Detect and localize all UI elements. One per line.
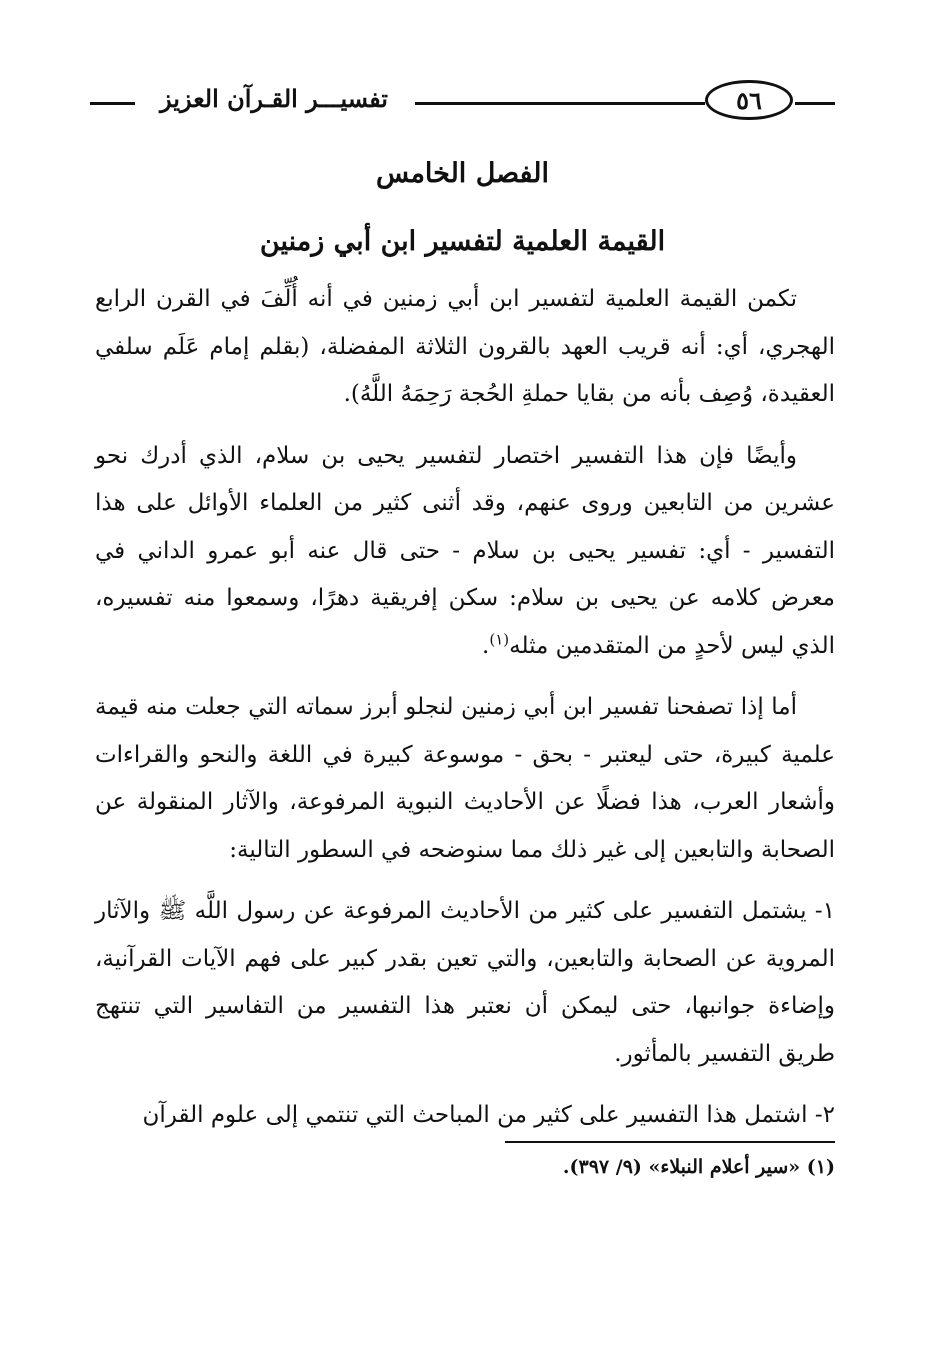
paragraph-3: أما إذا تصفحنا تفسير ابن أبي زمنين لنجلو أبرز سماته التي جعلت منه قيمة علمية كبيرة، حتى ليعتبر - بحق - موسوعة كبيرة في اللغة والنحو والقراءات وأشعار العرب، هذا فضلًا عن الأحاديث النبوية المرفوعة، والآثار المنقولة عن الصحابة والتابعين إلى غير ذلك مما سنوضحه في السطور التالية: (95, 694, 835, 863)
list-item-2: ٢- اشتمل هذا التفسير على كثير من المباحث التي تنتمي إلى علوم القرآن (142, 1102, 835, 1128)
footnote-separator (505, 1141, 835, 1143)
footnote: (١) «سير أعلام النبلاء» (٩/ ٣٩٧). (562, 1156, 835, 1178)
chapter-title: الفصل الخامس (376, 158, 549, 189)
footnote-reference[interactable]: (١) (489, 629, 510, 648)
paragraph-2-period: . (482, 632, 490, 659)
header-rule-middle (415, 102, 705, 105)
paragraph-2-text: وأيضًا فإن هذا التفسير اختصار لتفسير يحيى بن سلام، الذي أدرك نحو عشرين من التابعين وروى عنهم، وقد أثنى كثير من العلماء الأوائل على هذا التفسير - أي: تفسير يحيى بن سلام - حتى قال عنه أبو عمرو الداني في معرض كلامه عن يحيى بن سلام: سكن إفريقية دهرًا، وسمعوا منه تفسيره، الذي ليس لأحدٍ من المتقدمين مثله (95, 442, 835, 659)
running-title: تفسيـــر القـرآن العزيز (160, 84, 388, 113)
paragraph-2 (95, 433, 835, 671)
paragraph-1: تكمن القيمة العلمية لتفسير ابن أبي زمنين في أنه أُلِّفَ في القرن الرابع الهجري، أي: أنه قريب العهد بالقرون الثلاثة المفضلة، (بقلم إمام عَلَم سلفي العقيدة، وُصِف بأنه من بقايا حملةِ الحُجة رَحِمَهُ اللَّهُ). (95, 286, 835, 407)
page-number: ٥٦ (705, 80, 793, 120)
list-item-1: ١- يشتمل التفسير على كثير من الأحاديث المرفوعة عن رسول اللَّه ﷺ والآثار المروية عن الصحابة والتابعين، والتي تعين بقدر كبير على فهم الآيات القرآنية، وإضاءة جوانبها، حتى ليمكن أن نعتبر هذا التفسير من التفاسير التي تنتهج طريق التفسير بالمأثور. (95, 898, 835, 1067)
header-rule-right (795, 102, 835, 105)
body-text (95, 276, 835, 1154)
page-header (90, 78, 835, 126)
header-rule-left (90, 102, 135, 105)
section-title: القيمة العلمية لتفسير ابن أبي زمنين (259, 226, 666, 257)
